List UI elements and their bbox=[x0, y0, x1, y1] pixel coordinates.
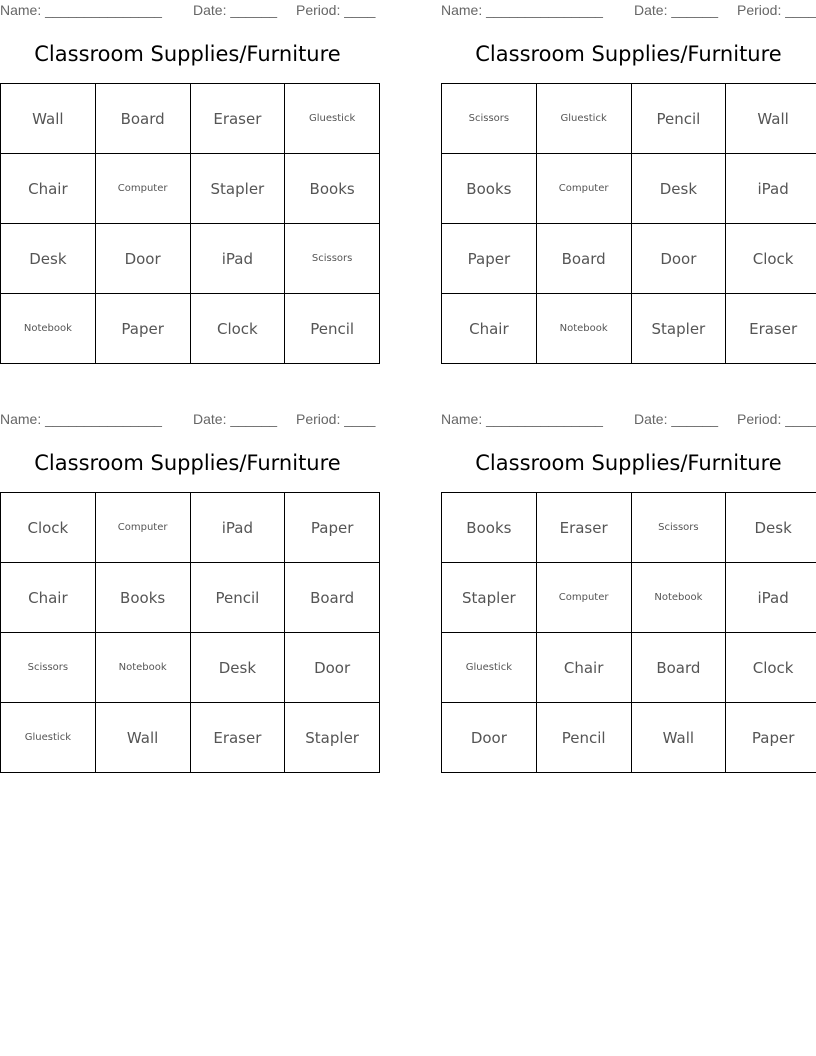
grid-cell: Chair bbox=[442, 294, 537, 364]
grid-cell: Stapler bbox=[442, 563, 537, 633]
grid-cell: Notebook bbox=[1, 294, 96, 364]
grid-row bbox=[442, 224, 816, 294]
grid-cell: Eraser bbox=[190, 84, 285, 154]
card-title: Classroom Supplies/Furniture bbox=[34, 451, 341, 475]
grid-cell: Desk bbox=[1, 224, 96, 294]
grid-cell: Gluestick bbox=[285, 84, 380, 154]
card-title: Classroom Supplies/Furniture bbox=[475, 451, 782, 475]
grid-row bbox=[1, 493, 380, 563]
grid-cell: iPad bbox=[190, 224, 285, 294]
grid-cell: iPad bbox=[190, 493, 285, 563]
grid-cell: Computer bbox=[536, 154, 631, 224]
grid-row bbox=[1, 84, 380, 154]
grid-cell: Chair bbox=[1, 154, 96, 224]
grid-row bbox=[442, 154, 816, 224]
grid-cell: Chair bbox=[536, 633, 631, 703]
grid-row bbox=[1, 563, 380, 633]
grid-cell: Pencil bbox=[190, 563, 285, 633]
bingo-card-1 bbox=[0, 0, 375, 364]
grid-row bbox=[442, 703, 816, 773]
grid-cell: Eraser bbox=[536, 493, 631, 563]
student-info-line bbox=[441, 2, 816, 20]
grid-cell: Computer bbox=[536, 563, 631, 633]
date-field-label: Date: ______ bbox=[634, 411, 719, 427]
period-field-label: Period: ____ bbox=[737, 2, 816, 18]
grid-cell: Door bbox=[631, 224, 726, 294]
period-field-label: Period: ____ bbox=[296, 411, 376, 427]
period-field-label: Period: ____ bbox=[296, 2, 376, 18]
bingo-card-4 bbox=[441, 409, 816, 773]
grid-cell: Desk bbox=[726, 493, 816, 563]
grid-cell: Computer bbox=[95, 154, 190, 224]
grid-cell: Clock bbox=[1, 493, 96, 563]
grid-cell: Scissors bbox=[285, 224, 380, 294]
grid-cell: Door bbox=[285, 633, 380, 703]
grid-row bbox=[442, 84, 816, 154]
grid-cell: Door bbox=[442, 703, 537, 773]
grid-cell: Scissors bbox=[631, 493, 726, 563]
bingo-grid bbox=[441, 83, 816, 364]
grid-cell: Wall bbox=[1, 84, 96, 154]
grid-cell: Board bbox=[95, 84, 190, 154]
bingo-grid bbox=[441, 492, 816, 773]
period-field-label: Period: ____ bbox=[737, 411, 816, 427]
grid-row bbox=[442, 633, 816, 703]
grid-cell: iPad bbox=[726, 154, 816, 224]
grid-row bbox=[442, 294, 816, 364]
grid-cell: Board bbox=[631, 633, 726, 703]
grid-cell: Pencil bbox=[536, 703, 631, 773]
date-field-label: Date: ______ bbox=[193, 2, 278, 18]
grid-cell: Desk bbox=[190, 633, 285, 703]
grid-cell: Stapler bbox=[631, 294, 726, 364]
grid-row bbox=[1, 703, 380, 773]
date-field-label: Date: ______ bbox=[193, 411, 278, 427]
grid-cell: Gluestick bbox=[442, 633, 537, 703]
grid-cell: Desk bbox=[631, 154, 726, 224]
grid-cell: Notebook bbox=[95, 633, 190, 703]
bingo-grid bbox=[0, 83, 380, 364]
grid-cell: Scissors bbox=[1, 633, 96, 703]
grid-cell: Eraser bbox=[726, 294, 816, 364]
card-title: Classroom Supplies/Furniture bbox=[34, 42, 341, 66]
grid-cell: Paper bbox=[285, 493, 380, 563]
name-field-label: Name: _______________ bbox=[441, 2, 603, 18]
grid-row bbox=[442, 563, 816, 633]
grid-cell: iPad bbox=[726, 563, 816, 633]
grid-cell: Door bbox=[95, 224, 190, 294]
grid-cell: Board bbox=[536, 224, 631, 294]
grid-row bbox=[1, 224, 380, 294]
grid-cell: Wall bbox=[631, 703, 726, 773]
date-field-label: Date: ______ bbox=[634, 2, 719, 18]
grid-cell: Notebook bbox=[631, 563, 726, 633]
grid-cell: Eraser bbox=[190, 703, 285, 773]
grid-cell: Board bbox=[285, 563, 380, 633]
grid-cell: Paper bbox=[442, 224, 537, 294]
grid-cell: Chair bbox=[1, 563, 96, 633]
grid-cell: Stapler bbox=[190, 154, 285, 224]
grid-cell: Books bbox=[442, 493, 537, 563]
grid-cell: Pencil bbox=[285, 294, 380, 364]
name-field-label: Name: _______________ bbox=[441, 411, 603, 427]
grid-cell: Wall bbox=[726, 84, 816, 154]
name-field-label: Name: _______________ bbox=[0, 411, 162, 427]
bingo-grid bbox=[0, 492, 380, 773]
grid-cell: Clock bbox=[726, 633, 816, 703]
student-info-line bbox=[0, 2, 375, 20]
grid-cell: Scissors bbox=[442, 84, 537, 154]
grid-cell: Gluestick bbox=[536, 84, 631, 154]
grid-row bbox=[442, 493, 816, 563]
grid-cell: Computer bbox=[95, 493, 190, 563]
grid-cell: Books bbox=[442, 154, 537, 224]
grid-cell: Paper bbox=[726, 703, 816, 773]
grid-cell: Stapler bbox=[285, 703, 380, 773]
bingo-card-2 bbox=[441, 0, 816, 364]
grid-cell: Clock bbox=[726, 224, 816, 294]
card-title: Classroom Supplies/Furniture bbox=[475, 42, 782, 66]
grid-cell: Gluestick bbox=[1, 703, 96, 773]
grid-row bbox=[1, 294, 380, 364]
name-field-label: Name: _______________ bbox=[0, 2, 162, 18]
grid-cell: Books bbox=[95, 563, 190, 633]
grid-cell: Books bbox=[285, 154, 380, 224]
bingo-card-3 bbox=[0, 409, 375, 773]
grid-cell: Wall bbox=[95, 703, 190, 773]
grid-cell: Clock bbox=[190, 294, 285, 364]
student-info-line bbox=[441, 411, 816, 429]
grid-cell: Notebook bbox=[536, 294, 631, 364]
grid-row bbox=[1, 633, 380, 703]
grid-cell: Pencil bbox=[631, 84, 726, 154]
grid-row bbox=[1, 154, 380, 224]
grid-cell: Paper bbox=[95, 294, 190, 364]
student-info-line bbox=[0, 411, 375, 429]
